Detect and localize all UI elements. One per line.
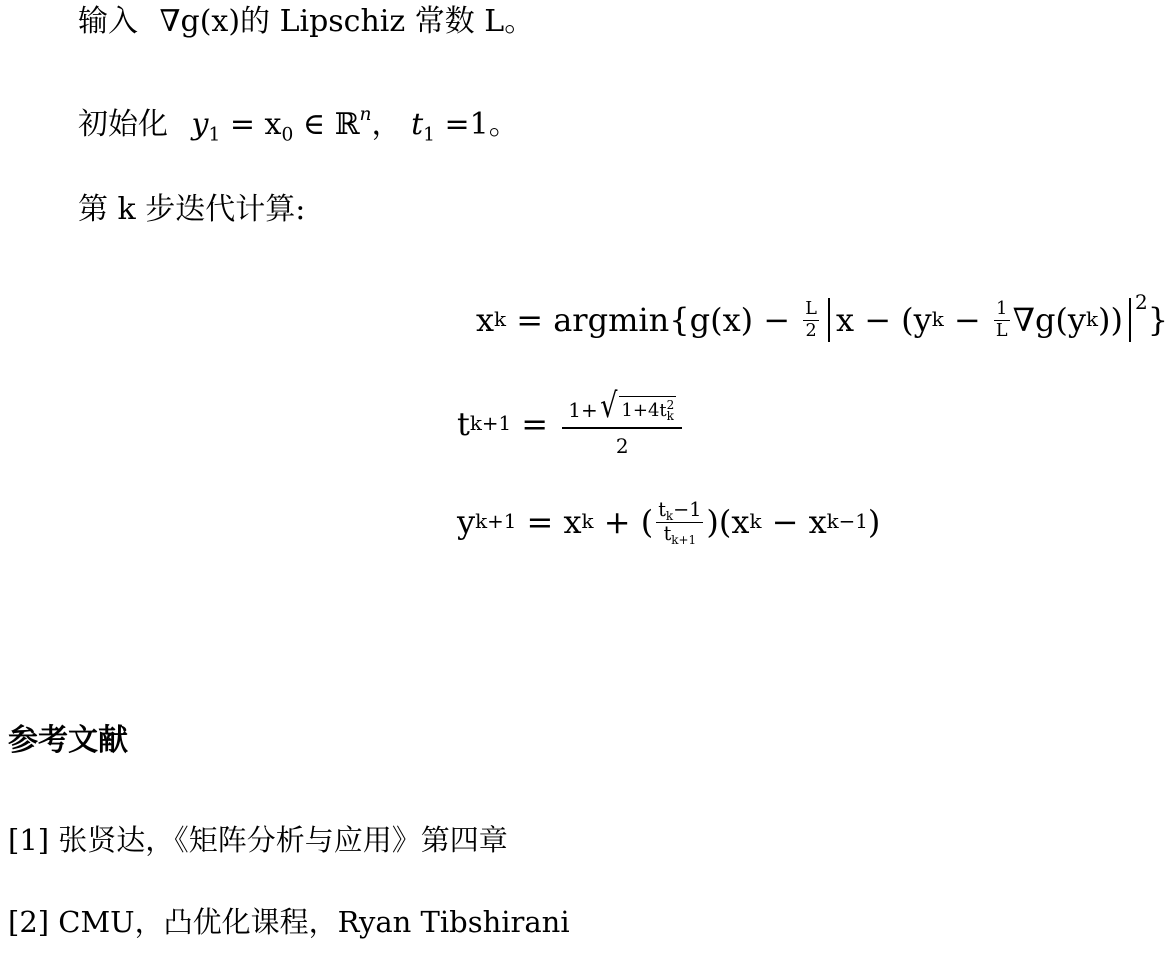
reference-item-1: [1] 张贤达，《矩阵分析与应用》第四章 (8, 823, 508, 857)
eq1-close: } (1147, 301, 1168, 339)
eq1-fraction-1-over-l (994, 299, 1010, 340)
eq1-norm-right-bar (1129, 298, 1131, 342)
eq2-frac-bar (562, 427, 682, 429)
line1-prefix: 输入 (78, 4, 138, 39)
eq1-inner-b: − (943, 301, 991, 339)
eq2-lhs: t (457, 405, 470, 443)
eq2-num-prefix: 1+ (568, 398, 598, 422)
equation-tk1: t k+1 = 1+ √ 1+4t 2 k 2 (457, 382, 686, 466)
eq3-frac-num: t (658, 498, 666, 522)
text-line-iteration (78, 190, 305, 230)
eq3-frac-num-sub: k (665, 509, 674, 524)
eq2-eq: = (511, 405, 559, 443)
eq3-fraction (656, 498, 703, 547)
line2-prefix: 初始化 (78, 107, 168, 142)
eq3-mid: = x (516, 503, 582, 541)
reference-item-2: [2] CMU，凸优化课程，Ryan Tibshirani (8, 905, 570, 939)
line2-y-sub: 1 (208, 124, 221, 146)
eq3-close: ) (867, 503, 881, 541)
eq2-rad-body-wrap (619, 396, 676, 423)
eq3-plus: + ( (593, 503, 654, 541)
eq2-sqrt (598, 386, 677, 426)
eq1-inner-d: )) (1098, 301, 1123, 339)
eq2-rad-sub: k (666, 409, 674, 423)
eq1-frac-den: 2 (805, 320, 817, 341)
equation-yk1: y k+1 = x k + ( $\frac{t_k-1}{t_{k+1}}$ )(x k − x k−1 ) (457, 498, 881, 547)
references-heading: 参考文献 (8, 723, 128, 758)
line2-in: ∈ ℝ (293, 107, 360, 142)
line1-suffix: 的 Lipschiz 常数 L。 (240, 4, 535, 39)
line2-eq: = x (220, 107, 282, 142)
eq2-rad-body: 1+4t (621, 400, 667, 421)
eq3-after: )(x (706, 503, 750, 541)
eq3-minus: − x (761, 503, 827, 541)
line2-t-sub: 1 (423, 124, 435, 146)
eq1-inner-a: x − (y (835, 301, 932, 339)
eq3-frac-num-tail: −1 (673, 498, 702, 522)
eq1-fraction-l-over-2 (803, 299, 819, 340)
line2-x-sub: 0 (281, 124, 294, 146)
eq1-frac-num: L (805, 299, 817, 320)
eq1-power: 2 (1134, 290, 1148, 314)
line2-y: y (191, 107, 209, 142)
eq1-norm-left-bar (828, 298, 830, 342)
eq3-lhs: y (457, 503, 476, 541)
eq3-frac-den-sub: k+1 (671, 532, 697, 547)
eq1-mid: = argmin{g(x) − (506, 301, 801, 339)
eq1-inner-c: ∇g(y (1012, 301, 1086, 339)
eq2-rad-scripts (667, 400, 675, 422)
line2-tail: =1。 (434, 107, 519, 142)
eq2-numerator (568, 386, 676, 426)
line2-t: t (411, 107, 424, 142)
eq2-den: 2 (615, 434, 629, 458)
eq3-frac-num-wrap (656, 498, 703, 524)
eq1-lhs: x (476, 301, 495, 339)
text-line-initialization (78, 105, 519, 145)
line2-n-sup: n (359, 104, 372, 126)
equation-xk: x k = argmin{g(x) − $\frac{L}{2}$ x − (y k − $\frac{1}{L}$ ∇g(y k )) 2 } (476, 290, 1168, 350)
text-line-lipschitz (78, 2, 534, 42)
line3-text: 第 k 步迭代计算: (78, 192, 306, 227)
line1-gradient: ∇g(x) (159, 4, 241, 39)
eq3-frac-den: t (663, 521, 672, 545)
sqrt-radical-icon: √ (599, 386, 618, 426)
eq1-frac2-num: 1 (996, 299, 1008, 320)
eq3-frac-den-wrap (662, 523, 698, 545)
eq2-rad-sup: 2 (666, 398, 675, 412)
eq1-frac2-den: L (995, 320, 1008, 341)
line2-comma: ， (371, 107, 402, 142)
